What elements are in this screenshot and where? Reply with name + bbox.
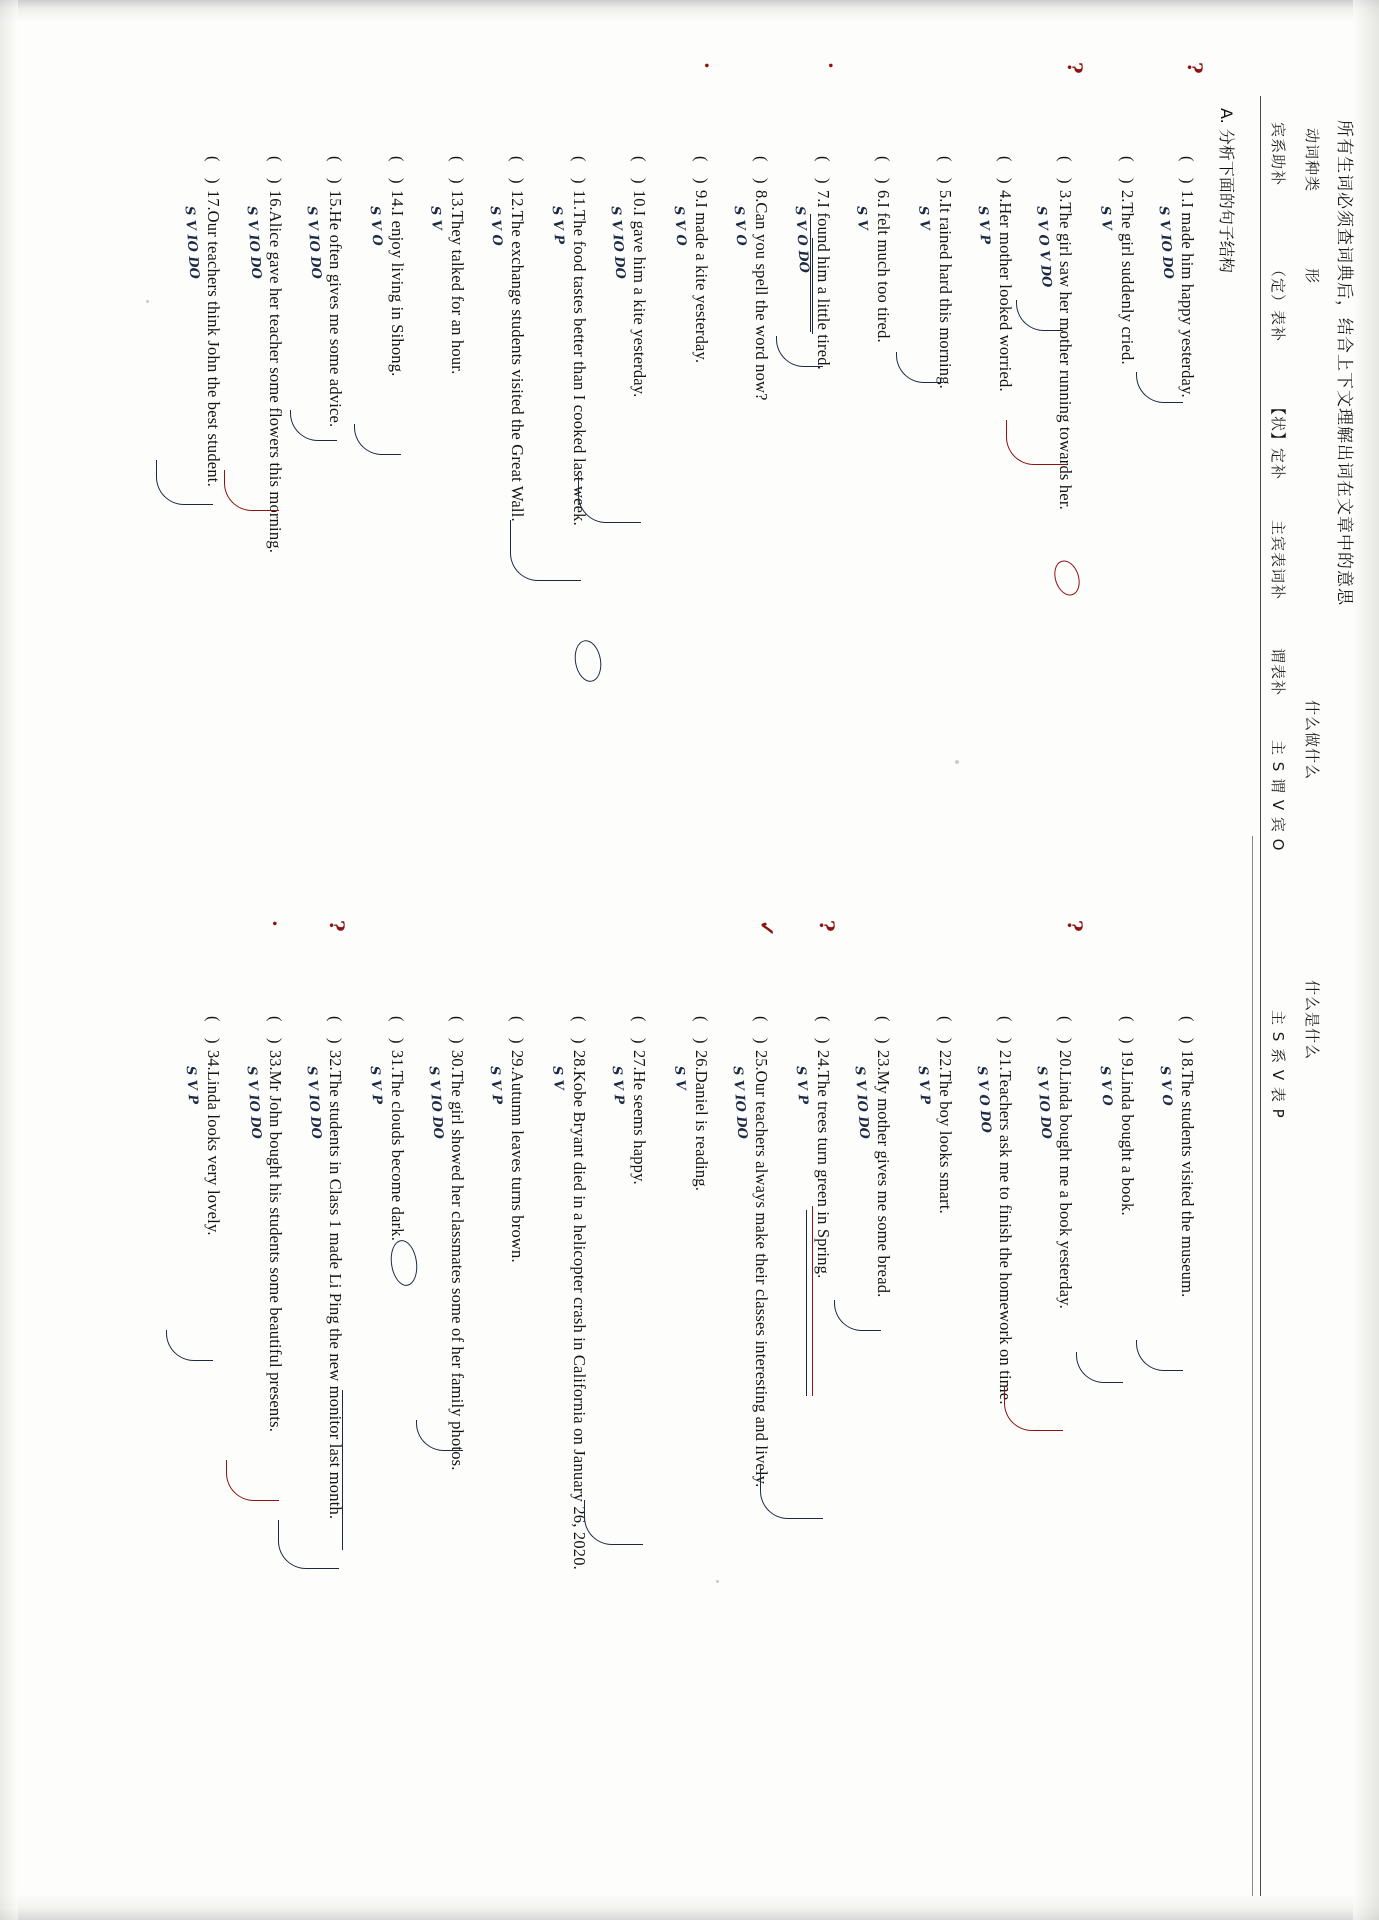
pen-bracket-mark-red (1006, 420, 1067, 465)
answer-blank[interactable]: ( ) (266, 156, 285, 184)
answer-blank[interactable]: ( ) (630, 156, 649, 184)
pen-circle-mark (572, 638, 605, 684)
list-item: ( )9.I made a kite yesterday. (691, 156, 715, 363)
answer-blank[interactable]: ( ) (630, 1016, 649, 1044)
answer-blank[interactable]: ( ) (996, 156, 1015, 184)
pen-bracket-mark (290, 410, 337, 441)
list-item: ( )8.Can you spell the word now? (751, 156, 775, 401)
correction-mark: ? (1063, 62, 1087, 74)
handwritten-annotation: S V O DO (791, 205, 812, 274)
answer-blank[interactable]: ( ) (326, 1016, 345, 1044)
list-item: ( )33.Mr John bought his students some beautiful presents. (265, 1016, 289, 1432)
list-item: ( )5.It rained hard this morning. (935, 156, 959, 389)
handwritten-annotation: S V O (1156, 1065, 1175, 1107)
list-item: ( )34.Linda looks very lovely. (203, 1016, 227, 1236)
handwritten-annotation: S V P (914, 1065, 933, 1105)
answer-blank[interactable]: ( ) (1056, 1016, 1075, 1044)
list-item: ( )17.Our teachers think John the best student. (203, 156, 227, 487)
secondary-divider-rule (1252, 836, 1253, 1896)
list-item: ( )23.My mother gives me some bread. (873, 1016, 897, 1298)
pen-bracket-mark (896, 352, 943, 383)
pen-bracket-mark (1136, 1340, 1183, 1371)
answer-blank[interactable]: ( ) (936, 156, 955, 184)
scan-speck (716, 1580, 719, 1583)
list-item: ( )27.He seems happy. (629, 1016, 653, 1185)
answer-blank[interactable]: ( ) (448, 156, 467, 184)
answer-blank[interactable]: ( ) (752, 1016, 771, 1044)
list-item: ( )13.They talked for an hour. (447, 156, 471, 374)
pen-bracket-mark (584, 1500, 643, 1545)
header-col-what-do-what: 什么做什么 (1303, 700, 1321, 781)
pen-bracket-mark (278, 1520, 339, 1569)
answer-blank[interactable]: ( ) (692, 156, 711, 184)
list-item: ( )12.The exchange students visited the Great Wall. (507, 156, 531, 522)
handwritten-annotation: S V IO DO (425, 1065, 446, 1140)
answer-blank[interactable]: ( ) (874, 156, 893, 184)
pen-bracket-mark-red (226, 1460, 279, 1501)
list-item: ( )7.I found him a little tired. (813, 156, 837, 370)
list-item: ( )21.Teachers ask me to finish the homework on time. (995, 1016, 1019, 1405)
list-item: ( )11.The food tastes better than I cooked last week. (569, 156, 593, 526)
pen-bracket-mark (166, 1330, 213, 1361)
answer-blank[interactable]: ( ) (1118, 1016, 1137, 1044)
handwritten-annotation: S V IO DO (303, 1065, 324, 1140)
header-divider-rule (1260, 96, 1261, 1896)
handwritten-annotation: S V (853, 205, 870, 231)
pen-bracket-mark (354, 424, 401, 455)
answer-blank[interactable]: ( ) (1178, 1016, 1197, 1044)
correction-mark: ? (325, 920, 349, 932)
handwritten-annotation: S V IO DO (1033, 1065, 1054, 1140)
answer-blank[interactable]: ( ) (266, 1016, 285, 1044)
answer-blank[interactable]: ( ) (814, 1016, 833, 1044)
handwritten-annotation: S V IO DO (243, 1065, 264, 1140)
pen-bracket-mark (1076, 1352, 1123, 1383)
handwritten-annotation: S V O (730, 205, 749, 247)
header-predicate-label: 谓表补 (1269, 648, 1287, 697)
handwritten-annotation: S V IO DO (851, 1065, 872, 1140)
pen-bracket-mark (776, 336, 823, 367)
handwritten-annotation: S V O (670, 205, 689, 247)
answer-blank[interactable]: ( ) (874, 1016, 893, 1044)
pen-bracket-mark-red (224, 470, 279, 511)
pen-bracket-mark-red (1004, 1386, 1063, 1431)
scan-speck (146, 300, 149, 303)
answer-blank[interactable]: ( ) (814, 156, 833, 184)
list-item: ( )3.The girl saw her mother running towards her. (1055, 156, 1079, 510)
header-svo-label: 主 S 谓 V 宾 O (1269, 740, 1287, 852)
answer-blank[interactable]: ( ) (388, 1016, 407, 1044)
correction-mark: · (695, 62, 719, 69)
pen-bracket-mark (834, 1300, 881, 1331)
handwritten-annotation: S V (549, 1065, 566, 1091)
answer-blank[interactable]: ( ) (1178, 156, 1197, 184)
handwritten-annotation: S V P (182, 1065, 201, 1105)
handwritten-annotation: S V (427, 205, 444, 231)
handwritten-annotation: S V P (486, 1065, 505, 1105)
handwritten-annotation: S V IO DO (607, 205, 628, 280)
correction-mark: · (819, 62, 843, 69)
pen-bracket-mark (156, 460, 213, 505)
answer-blank[interactable]: ( ) (752, 156, 771, 184)
list-item: ( )4.Her mother looked worried. (995, 156, 1019, 392)
list-item: ( )29.Autumn leaves turns brown. (507, 1016, 531, 1263)
header-verb-types-label: 动词种类 (1303, 128, 1321, 193)
answer-blank[interactable]: ( ) (448, 1016, 467, 1044)
header-object-system-label: 宾系助补 (1269, 122, 1287, 187)
scan-speck (955, 760, 959, 764)
handwritten-annotation: S V P (792, 1065, 811, 1105)
correction-mark: ? (1063, 920, 1087, 932)
list-item: ( )28.Kobe Bryant died in a helicopter crash in California on January 26, 2020. (569, 1016, 593, 1570)
handwritten-annotation: S V (915, 205, 932, 231)
handwritten-annotation: S V O V DO (1033, 205, 1054, 289)
pen-underline (806, 1210, 807, 1396)
list-item: ( )25.Our teachers always make their classes interesting and lively. (751, 1016, 775, 1487)
list-item: ( )32.The students in Class 1 made Li Ping the new monitor last month. (325, 1016, 349, 1519)
handwritten-annotation: S V O (1096, 1065, 1115, 1107)
pen-circle-mark (1050, 557, 1084, 599)
answer-blank[interactable]: ( ) (692, 1016, 711, 1044)
handwritten-annotation: S V O DO (973, 1065, 994, 1134)
pen-underline (812, 238, 813, 334)
list-item: ( )30.The girl showed her classmates some of her family photos. (447, 1016, 471, 1471)
answer-blank[interactable]: ( ) (996, 1016, 1015, 1044)
correction-mark: · (263, 920, 287, 927)
list-item: ( )31.The clouds become dark. (387, 1016, 411, 1241)
list-item: ( )15.He often gives me some advice. (325, 156, 349, 427)
header-adverbial-label: 【状】定补 (1269, 400, 1287, 481)
handwritten-annotation: S V IO DO (303, 205, 324, 280)
section-a-title: A. 分析下面的句子结构 (1217, 108, 1236, 273)
answer-blank[interactable]: ( ) (326, 156, 345, 184)
pen-underline (342, 1390, 343, 1550)
answer-blank[interactable]: ( ) (388, 156, 407, 184)
answer-blank[interactable]: ( ) (936, 1016, 955, 1044)
pen-bracket-mark (416, 1420, 463, 1451)
answer-blank[interactable]: ( ) (570, 156, 589, 184)
pen-bracket-mark (1016, 300, 1063, 331)
answer-blank[interactable]: ( ) (570, 1016, 589, 1044)
header-attributive-label: （定）表补 (1269, 262, 1287, 343)
handwritten-annotation: S V IO DO (729, 1065, 750, 1140)
list-item: ( )26.Daniel is reading. (691, 1016, 715, 1191)
pen-bracket-mark (510, 520, 581, 581)
handwritten-annotation: S V IO DO (181, 205, 202, 280)
correction-mark: ? (815, 920, 839, 932)
header-col-what-is-what: 什么是什么 (1303, 980, 1321, 1061)
handwritten-annotation: S V P (548, 205, 567, 245)
answer-blank[interactable]: ( ) (1056, 156, 1075, 184)
handwritten-annotation: S V P (974, 205, 993, 245)
handwritten-annotation: S V O (366, 205, 385, 247)
list-item: ( )14.I enjoy living in Sihong. (387, 156, 411, 377)
answer-blank[interactable]: ( ) (508, 1016, 527, 1044)
list-item: ( )6.I felt much too tired. (873, 156, 897, 343)
list-item: ( )19.Linda bought a book. (1117, 1016, 1141, 1216)
list-item: ( )1.I made him happy yesterday. (1177, 156, 1201, 398)
pen-bracket-mark (760, 1470, 823, 1519)
pen-bracket-mark (578, 476, 641, 523)
header-svp-label: 主 S 系 V 表 P (1269, 1010, 1287, 1119)
list-item: ( )22.The boy looks smart. (935, 1016, 959, 1214)
list-item: ( )24.The trees turn green in Spring. (813, 1016, 837, 1278)
answer-blank[interactable]: ( ) (508, 156, 527, 184)
handwritten-annotation: S V (671, 1065, 688, 1091)
list-item: ( )10.I gave him a kite yesterday. (629, 156, 653, 398)
list-item: ( )20.Linda bought me a book yesterday. (1055, 1016, 1079, 1309)
pen-circle-mark (388, 1238, 420, 1287)
header-shape-label: 形 (1303, 268, 1321, 285)
handwritten-annotation: S V P (608, 1065, 627, 1105)
correction-mark: ? (1183, 62, 1207, 74)
pen-bracket-mark (1136, 372, 1183, 403)
answer-blank[interactable]: ( ) (204, 156, 223, 184)
handwritten-annotation: S V IO DO (1155, 205, 1176, 280)
answer-blank[interactable]: ( ) (1118, 156, 1137, 184)
handwritten-annotation: S V (1097, 205, 1114, 231)
handwritten-annotation: S V O (486, 205, 505, 247)
list-item: ( )16.Alice gave her teacher some flowers this morning. (265, 156, 289, 553)
pen-underline (810, 214, 811, 332)
worksheet-header-instruction: 所有生词必须查词典后，结合上下文理解出词在文章中的意思 (1334, 120, 1354, 606)
list-item: ( )2.The girl suddenly cried. (1117, 156, 1141, 365)
correction-mark: ✓ (755, 920, 779, 937)
pen-underline-red (812, 1206, 813, 1396)
handwritten-annotation: S V IO DO (243, 205, 264, 280)
list-item: ( )18.The students visited the museum. (1177, 1016, 1201, 1297)
answer-blank[interactable]: ( ) (204, 1016, 223, 1044)
handwritten-annotation: S V P (366, 1065, 385, 1105)
header-noun-label: 主宾表词补 (1269, 520, 1287, 601)
